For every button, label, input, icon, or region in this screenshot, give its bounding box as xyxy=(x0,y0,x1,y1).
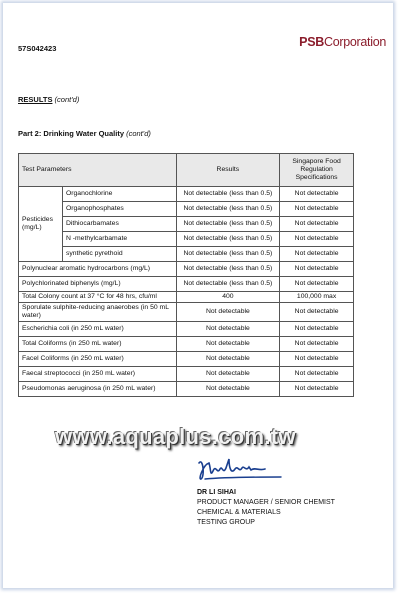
part-heading xyxy=(18,129,151,138)
param-name: Organophosphates xyxy=(62,202,176,217)
header-test-parameters: Test Parameters xyxy=(19,154,177,187)
spec-value: Not detectable xyxy=(280,202,354,217)
result-value: Not detectable xyxy=(176,337,280,352)
spec-value: Not detectable xyxy=(280,382,354,397)
signatory-title: PRODUCT MANAGER / SENIOR CHEMIST xyxy=(197,499,335,506)
psb-corporation-logo xyxy=(299,35,386,49)
signatory-dept: CHEMICAL & MATERIALS xyxy=(197,509,281,516)
signatory-group: TESTING GROUP xyxy=(197,519,255,526)
results-heading xyxy=(18,95,79,104)
param-name: Polynuclear aromatic hydrocarbons (mg/L) xyxy=(19,262,177,277)
param-name: Total Colony count at 37 °C for 48 hrs, cfu/ml xyxy=(19,292,177,303)
spec-value: Not detectable xyxy=(280,277,354,292)
result-value: Not detectable (less than 0.5) xyxy=(176,262,280,277)
header-specifications: Singapore Food Regulation Specifications xyxy=(280,154,354,187)
result-value: Not detectable (less than 0.5) xyxy=(176,232,280,247)
result-value: Not detectable xyxy=(176,352,280,367)
param-name: Dithiocarbamates xyxy=(62,217,176,232)
param-name: Facel Coliforms (in 250 mL water) xyxy=(19,352,177,367)
table-row xyxy=(19,382,354,397)
results-label: RESULTS xyxy=(18,95,53,104)
spec-value: Not detectable xyxy=(280,247,354,262)
result-value: Not detectable (less than 0.5) xyxy=(176,217,280,232)
table-row xyxy=(19,232,354,247)
spec-value: Not detectable xyxy=(280,232,354,247)
spec-value: 100,000 max xyxy=(280,292,354,303)
table-row xyxy=(19,247,354,262)
result-value: 400 xyxy=(176,292,280,303)
param-name: Pseudomonas aeruginosa (in 250 mL water) xyxy=(19,382,177,397)
table-row xyxy=(19,367,354,382)
spec-value: Not detectable xyxy=(280,367,354,382)
result-value: Not detectable xyxy=(176,303,280,322)
signatory-name: DR LI SIHAI xyxy=(197,489,236,496)
watermark-text: www.aquaplus.com.tw xyxy=(55,424,296,449)
spec-value: Not detectable xyxy=(280,337,354,352)
param-name: Sporulate sulphite-reducing anaerobes (in 50 mL water) xyxy=(19,303,177,322)
table-row xyxy=(19,217,354,232)
param-name: Faecal streptococci (in 250 mL water) xyxy=(19,367,177,382)
document-number: 57S042423 xyxy=(18,44,57,53)
spec-value: Not detectable xyxy=(280,217,354,232)
spec-value: Not detectable xyxy=(280,352,354,367)
param-name: Total Coliforms (in 250 mL water) xyxy=(19,337,177,352)
results-cont: (cont'd) xyxy=(54,95,80,104)
result-value: Not detectable xyxy=(176,367,280,382)
param-name: Organochlorine xyxy=(62,187,176,202)
result-value: Not detectable xyxy=(176,322,280,337)
table-row xyxy=(19,262,354,277)
handwritten-signature xyxy=(195,455,285,485)
logo-suffix: Corporation xyxy=(323,35,386,49)
part-label: Part 2: Drinking Water Quality xyxy=(18,129,124,138)
result-value: Not detectable (less than 0.5) xyxy=(176,277,280,292)
part-cont: (cont'd) xyxy=(126,129,151,138)
table-row xyxy=(19,277,354,292)
param-name: N -methylcarbamate xyxy=(62,232,176,247)
signatory-block xyxy=(197,488,335,528)
table-row xyxy=(19,292,354,303)
table-header-row xyxy=(19,154,354,187)
spec-value: Not detectable xyxy=(280,187,354,202)
spec-value: Not detectable xyxy=(280,303,354,322)
spec-value: Not detectable xyxy=(280,322,354,337)
result-value: Not detectable (less than 0.5) xyxy=(176,187,280,202)
param-name: synthetic pyrethoid xyxy=(62,247,176,262)
water-quality-table xyxy=(18,153,354,397)
table-row xyxy=(19,187,354,202)
pesticides-group-label: Pesticides (mg/L) xyxy=(19,187,63,262)
table-row xyxy=(19,337,354,352)
header-results: Results xyxy=(176,154,280,187)
table-row xyxy=(19,322,354,337)
result-value: Not detectable (less than 0.5) xyxy=(176,202,280,217)
result-value: Not detectable (less than 0.5) xyxy=(176,247,280,262)
table-row xyxy=(19,352,354,367)
logo-prefix: PSB xyxy=(299,35,324,49)
param-name: Polychlorinated biphenyls (mg/L) xyxy=(19,277,177,292)
table-row xyxy=(19,303,354,322)
spec-value: Not detectable xyxy=(280,262,354,277)
param-name: Escherichia coli (in 250 mL water) xyxy=(19,322,177,337)
result-value: Not detectable xyxy=(176,382,280,397)
table-row xyxy=(19,202,354,217)
